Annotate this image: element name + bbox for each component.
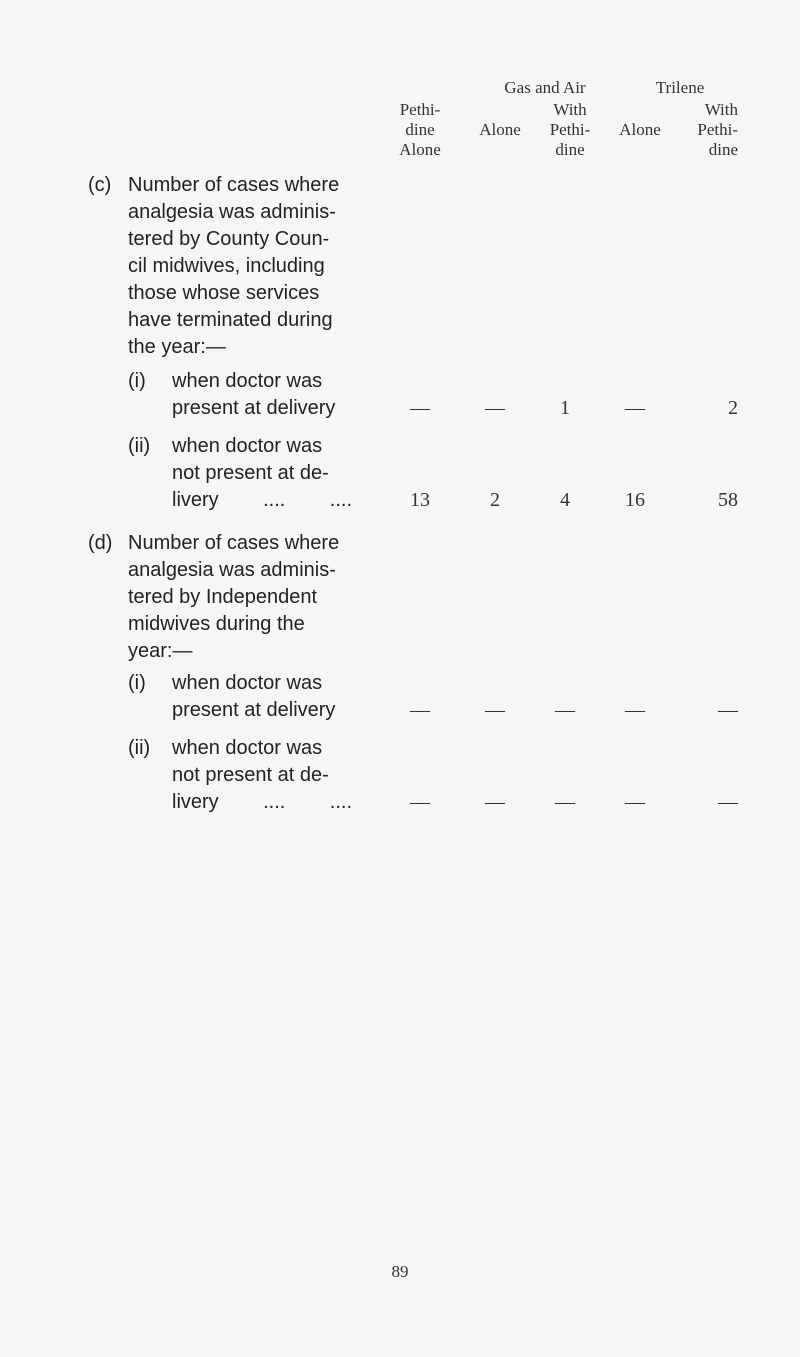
header-col2: Alone xyxy=(479,120,521,139)
section-d-line: year:— xyxy=(128,640,193,662)
section-d-row1-value-col3: — xyxy=(555,699,575,721)
section-d-row2-marker: (ii) xyxy=(128,737,151,759)
section-c-line: cil midwives, including xyxy=(128,255,325,277)
section-d-row2-line: livery .... .... xyxy=(172,791,353,813)
section-c-row2-value-col4: 16 xyxy=(625,489,645,511)
section-d-marker: (d) xyxy=(88,532,113,554)
header-col3-line2: Pethi- xyxy=(549,120,591,139)
section-c-line: Number of cases where xyxy=(128,174,340,196)
section-c-row1-line: present at delivery xyxy=(172,397,336,419)
section-c-row1-marker: (i) xyxy=(128,370,146,392)
section-d-row1-line: present at delivery xyxy=(172,699,336,721)
section-c-line: have terminated during xyxy=(128,309,333,331)
header-col3-line3: dine xyxy=(555,140,585,159)
section-d-line: analgesia was adminis- xyxy=(128,559,336,581)
section-d-row2-line: when doctor was xyxy=(172,737,323,759)
section-d-row2-value-col5: — xyxy=(718,791,738,813)
header-col3-line1: With xyxy=(553,100,587,119)
section-c-row1-value-col5: 2 xyxy=(728,397,738,419)
section-c-row2-marker: (ii) xyxy=(128,435,151,457)
section-d-line: Number of cases where xyxy=(128,532,340,554)
section-d-row2-value-col4: — xyxy=(625,791,645,813)
section-d-line: midwives during the xyxy=(128,613,305,635)
header-col4: Alone xyxy=(619,120,661,139)
section-c-row2-value-col3: 4 xyxy=(560,489,570,511)
section-d-line: tered by Independent xyxy=(128,586,318,608)
section-c-row1-line: when doctor was xyxy=(172,370,323,392)
section-c-line: analgesia was adminis- xyxy=(128,201,336,223)
section-d-row2-value-col1: — xyxy=(410,791,430,813)
section-c-row2-value-col2: 2 xyxy=(490,489,500,511)
header-col5-line1: With xyxy=(704,100,738,119)
section-d-row1-value-col1: — xyxy=(410,699,430,721)
header-col1-line3: Alone xyxy=(399,140,441,159)
header-group-gas-and-air: Gas and Air xyxy=(504,78,586,97)
section-d-row1-value-col4: — xyxy=(625,699,645,721)
header-group-trilene: Trilene xyxy=(655,78,705,97)
section-c-marker: (c) xyxy=(88,174,112,196)
section-d-row1-value-col5: — xyxy=(718,699,738,721)
section-c-line: tered by County Coun- xyxy=(128,228,330,250)
section-c-row1-value-col2: — xyxy=(485,397,505,419)
section-c-row1-value-col3: 1 xyxy=(560,397,570,419)
section-d-row1-marker: (i) xyxy=(128,672,146,694)
section-c-row2-line: when doctor was xyxy=(172,435,323,457)
header-col1-line2: dine xyxy=(405,120,435,139)
section-c-row2-value-col1: 13 xyxy=(410,489,430,511)
section-d-row2-value-col3: — xyxy=(555,791,575,813)
header-col5-line2: Pethi- xyxy=(697,120,738,139)
section-d-row1-value-col2: — xyxy=(485,699,505,721)
section-c-row2-line: not present at de- xyxy=(172,462,329,484)
section-c-row1-value-col1: — xyxy=(410,397,430,419)
section-c-line: the year:— xyxy=(128,336,226,358)
header-col5-line3: dine xyxy=(708,140,738,159)
section-c-row1-value-col4: — xyxy=(625,397,645,419)
section-d-row1-line: when doctor was xyxy=(172,672,323,694)
section-c-row2-value-col5: 58 xyxy=(718,489,738,511)
header-col1-line1: Pethi- xyxy=(399,100,441,119)
section-d-row2-line: not present at de- xyxy=(172,764,329,786)
section-c-row2-line: livery .... .... xyxy=(172,489,353,511)
page-number: 89 xyxy=(391,1262,409,1281)
section-c-line: those whose services xyxy=(128,282,320,304)
section-d-row2-value-col2: — xyxy=(485,791,505,813)
